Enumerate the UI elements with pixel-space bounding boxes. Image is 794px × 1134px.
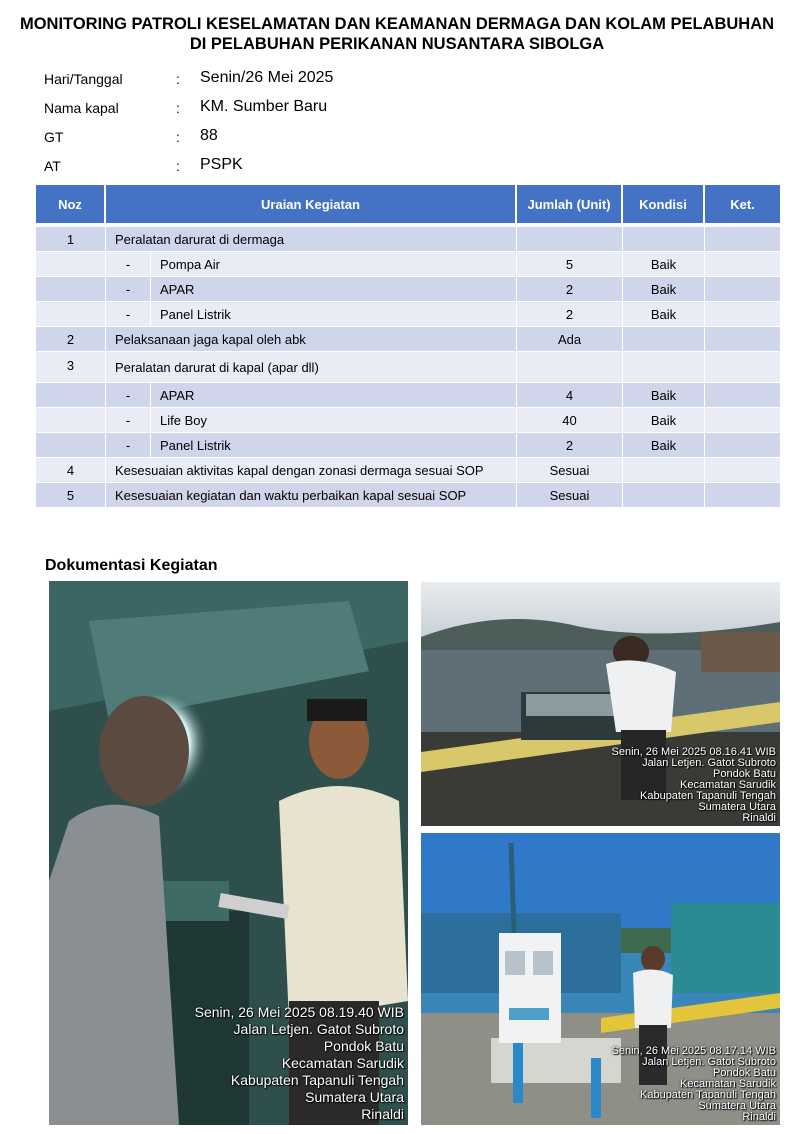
stamp-author: Rinaldi [361,1106,404,1122]
photo-dock-equipment [421,582,780,826]
cell-kondisi: Baik [623,252,705,277]
stamp-province: Sumatera Utara [698,1100,776,1112]
cell-ket [705,483,780,508]
cell-ket [705,408,780,433]
cell-dash: - [106,302,151,327]
stamp-datetime: Senin, 26 Mei 2025 08.17.14 WIB [611,1045,776,1057]
cell-dash: - [106,408,151,433]
stamp-area: Pondok Batu [713,768,776,780]
table-row [36,277,780,302]
stamp-regency: Kabupaten Tapanuli Tengah [640,790,776,802]
cell-ket [705,433,780,458]
cell-kondisi [623,458,705,483]
table-row [36,227,780,252]
cell-no: 5 [36,483,106,508]
meta-label: AT [44,158,61,174]
cell-jumlah: Ada [517,327,623,352]
title-line-1: MONITORING PATROLI KESELAMATAN DAN KEAMANAN DERMAGA DAN KOLAM PELABUHAN [19,15,775,33]
photo-electric-panel-stamp [612,1046,777,1123]
table-row [36,252,780,277]
stamp-street: Jalan Letjen. Gatot Subroto [642,757,776,769]
meta-label: Nama kapal [44,100,119,116]
cell-ket [705,352,780,383]
meta-colon: : [176,129,180,145]
cell-jumlah: 4 [517,383,623,408]
cell-ket [705,277,780,302]
cell-jumlah: Sesuai [517,483,623,508]
cell-jumlah: 5 [517,252,623,277]
stamp-province: Sumatera Utara [305,1089,404,1105]
cell-kondisi [623,483,705,508]
cell-ket [705,327,780,352]
table-header-row [36,185,780,227]
cell-kondisi: Baik [623,433,705,458]
cell-kondisi [623,227,705,252]
cell-uraian: Panel Listrik [151,433,517,458]
table-row [36,433,780,458]
stamp-author: Rinaldi [742,1111,776,1123]
stamp-datetime: Senin, 26 Mei 2025 08.16.41 WIB [611,746,776,758]
stamp-area: Pondok Batu [713,1067,776,1079]
meta-value: KM. Sumber Baru [200,98,328,115]
page-title [0,14,794,54]
documentation-title: Dokumentasi Kegiatan [45,557,218,574]
cell-uraian: APAR [151,277,517,302]
cell-jumlah: 2 [517,433,623,458]
meta-value: 88 [200,127,218,144]
cell-uraian: Kesesuaian kegiatan dan waktu perbaikan kapal sesuai SOP [106,483,517,508]
stamp-district: Kecamatan Sarudik [680,779,776,791]
cell-kondisi [623,327,705,352]
table-row [36,458,780,483]
stamp-province: Sumatera Utara [698,801,776,813]
cell-ket [705,227,780,252]
cell-dash: - [106,433,151,458]
stamp-district: Kecamatan Sarudik [680,1078,776,1090]
title-line-2: DI PELABUHAN PERIKANAN NUSANTARA SIBOLGA [189,35,605,53]
cell-ket [705,302,780,327]
cell-jumlah [517,227,623,252]
header-ket: Ket. [705,185,780,227]
photo-dock-equipment-stamp [612,747,777,824]
table-row [36,302,780,327]
stamp-regency: Kabupaten Tapanuli Tengah [640,1089,776,1101]
header-uraian: Uraian Kegiatan [106,185,517,227]
table-row [36,383,780,408]
cell-dash: - [106,383,151,408]
header-no: Noz [36,185,106,227]
cell-uraian: Life Boy [151,408,517,433]
cell-jumlah: 40 [517,408,623,433]
meta-colon: : [176,71,180,87]
photo-ship-inspection [49,581,408,1125]
photo-electric-panel [421,833,780,1125]
cell-uraian: Pelaksanaan jaga kapal oleh abk [106,327,517,352]
cell-no [36,433,106,458]
stamp-street: Jalan Letjen. Gatot Subroto [642,1056,776,1068]
cell-ket [705,383,780,408]
cell-jumlah: Sesuai [517,458,623,483]
cell-kondisi: Baik [623,408,705,433]
meta-label: GT [44,129,64,145]
table-row [36,327,780,352]
photo-ship-inspection-stamp [195,1004,404,1123]
cell-no [36,277,106,302]
meta-colon: : [176,100,180,116]
table-row [36,408,780,433]
cell-ket [705,252,780,277]
cell-uraian: Kesesuaian aktivitas kapal dengan zonasi dermaga sesuai SOP [106,458,517,483]
cell-no: 4 [36,458,106,483]
cell-jumlah: 2 [517,302,623,327]
cell-kondisi [623,352,705,383]
cell-dash: - [106,252,151,277]
cell-uraian: Pompa Air [151,252,517,277]
cell-no: 3 [36,352,106,383]
cell-jumlah [517,352,623,383]
header-jumlah: Jumlah (Unit) [517,185,623,227]
stamp-area: Pondok Batu [323,1038,404,1054]
header-kondisi: Kondisi [623,185,705,227]
table-row [36,352,780,383]
cell-no: 2 [36,327,106,352]
stamp-district: Kecamatan Sarudik [281,1055,404,1071]
cell-no [36,383,106,408]
cell-uraian: Peralatan darurat di kapal (apar dll) [106,352,517,383]
cell-no [36,252,106,277]
cell-no [36,302,106,327]
table-row [36,483,780,508]
meta-value: PSPK [200,156,243,173]
monitoring-table [36,185,780,508]
meta-label: Hari/Tanggal [44,71,123,87]
cell-jumlah: 2 [517,277,623,302]
cell-uraian: APAR [151,383,517,408]
stamp-datetime: Senin, 26 Mei 2025 08.19.40 WIB [194,1004,404,1020]
cell-kondisi: Baik [623,302,705,327]
cell-ket [705,458,780,483]
cell-no [36,408,106,433]
cell-uraian: Peralatan darurat di dermaga [106,227,517,252]
stamp-street: Jalan Letjen. Gatot Subroto [233,1021,404,1037]
cell-dash: - [106,277,151,302]
cell-no: 1 [36,227,106,252]
cell-kondisi: Baik [623,383,705,408]
stamp-author: Rinaldi [742,812,776,824]
stamp-regency: Kabupaten Tapanuli Tengah [230,1072,404,1088]
cell-uraian: Panel Listrik [151,302,517,327]
meta-value: Senin/26 Mei 2025 [200,69,334,86]
cell-kondisi: Baik [623,277,705,302]
meta-colon: : [176,158,180,174]
